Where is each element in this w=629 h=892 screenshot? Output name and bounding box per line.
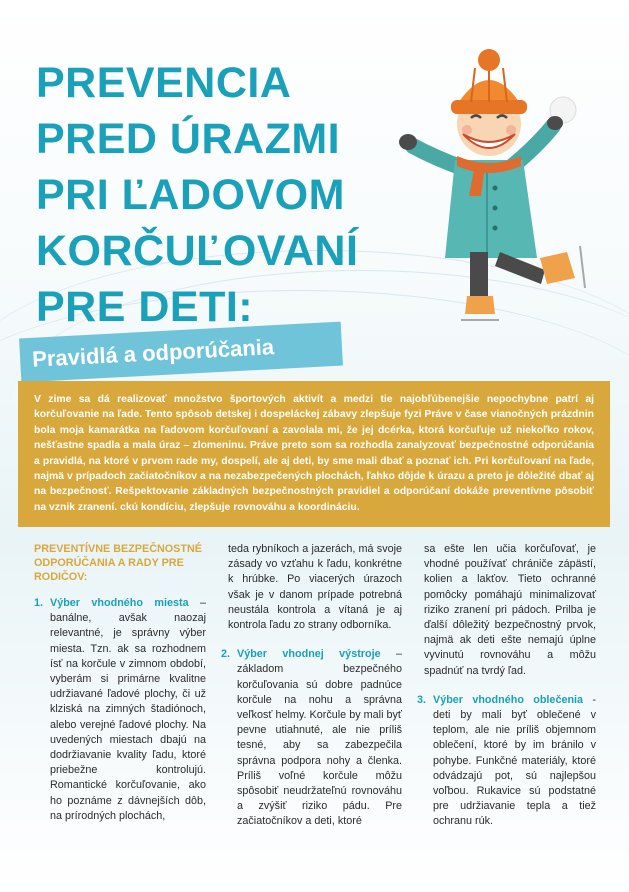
skate-boot (540, 252, 575, 284)
tip-number: 3. (417, 693, 427, 706)
tip-item (34, 596, 206, 824)
paragraph: teda rybníkoch a jazerách, má svoje zásady vo vzťahu k ľadu, konkrétne k hrúbke. Po viacerých úrazoch však je v danom prípade potrebná neustála kontrola a vítaná je aj kontrola ľadu zo strany odborníka. (228, 543, 402, 632)
tip-number: 2. (221, 648, 231, 661)
skating-child-illustration (375, 38, 605, 328)
tip-item (221, 647, 402, 829)
title-line: PREVENCIA (36, 59, 292, 107)
title-line: KORČUĽOVANÍ (36, 227, 359, 275)
mitten (399, 134, 417, 150)
tip-title: Výber vhodného miesta (50, 597, 189, 609)
tip-number: 1. (34, 597, 44, 609)
tip-title: Výber vhodného oblečenia (433, 693, 584, 706)
title-line: PRED ÚRAZMI (36, 115, 341, 163)
mitten (547, 116, 563, 130)
column-3 (417, 542, 596, 830)
tip-title: Výber vhodnej výstroje (237, 648, 381, 661)
tip-text: – základom bezpečného korčuľovania sú dobre padnúce korčule na nohu a správna veľkosť helmy. Korčule by mali byť pevne utiahnuté, ale nie príliš tesné, aby sa zabezpečila správna podpora nohy a členka. Príliš voľné korčule môžu spôsobiť neudržateľnú rovnováhu a zvýšiť riziko pádu. Pre začiatočníkov a deti, ktoré (237, 648, 402, 828)
tips-heading: PREVENTÍVNE BEZPEČNOSTNÉ ODPORÚČANIA A RADY PRE RODIČOV: (34, 543, 202, 583)
page-title (36, 55, 416, 335)
subtitle: Pravidlá a odporúčania (31, 334, 275, 372)
tip-item (417, 693, 596, 830)
leg (470, 252, 488, 300)
intro-text: V zime sa dá realizovať množstvo športových aktivít a medzi tie najobľúbenejšie nepochybne patrí aj korčuľovanie na ľade. Tento spôsob detskej i dospeláckej zábavy zlepšuje fyzi Práve v čase vianočných prázdnin bola moja kamarátka na ľadovom korčuľovaní a zavolala mi, že jej dcérka, ktorá korčuľuje už niekoľko rokov, nešťastne spadla a mala úraz – zlomeninu. Práve preto som sa rozhodla zanalyzovať bezpečnostné odporúčania a pravidlá, na ktoré v prvom rade my, dospelí, ale aj deti, by sme mali dbať a poznať ich. Pri korčuľovaní na ľade, najmä v prípadoch začiatočníkov a na nezabezpečených plochách, ľahko dôjde k úrazu a preto je dôležité dbať aj na bezpečnosť. Rešpektovanie základných bezpečnostných pravidiel a odporúčaní dokáže preventívne pôsobiť na vznik zranení. ckú kondíciu, zlepšuje rovnováhu a koordináciu. (34, 394, 594, 513)
column-1 (34, 542, 206, 824)
tip-text: - deti by mali byť oblečené v teplom, ale nie príliš objemnom oblečení, ktoré by im bránilo v pohybe. Funkčné materiály, ktoré odvádzajú pot, sú najlepšou voľbou. Rukavice sú podstatné pre udržiavanie tepla a tiež ochranu rúk. (433, 693, 596, 828)
title-line: PRE DETI: (36, 283, 254, 331)
skate-boot (465, 296, 495, 314)
intro-box (18, 381, 610, 527)
title-line: PRI ĽADOVOM (36, 171, 345, 219)
pompom (478, 49, 500, 71)
column-2 (221, 542, 402, 830)
coat (445, 160, 537, 258)
paragraph: sa ešte len učia korčuľovať, je vhodné používať chrániče zápästí, kolien a lakťov. Tieto ochranné pomôcky pomáhajú minimalizovať riziko zranení pri pádoch. Prilba je ďalší dôležitý bezpečnostný prvok, najmä ak deti ešte nemajú úplne vyvinutú rovnováhu a môžu spadnúť na tvrdý ľad. (424, 543, 596, 677)
tip-text: – banálne, avšak naozaj relevantné, je správny výber miesta. Tzn. ak sa rozhodnem ísť na korčule v zimnom období, vyberám si primárne kvalitne udržiavané ľadové plochy, či už klziská na zimných štadiónoch, alebo verejné ľadové plochy. Na uvedených miestach dbajú na dodržiavanie kvality ľadu, ktoré priebežne kontrolujú. Romantické korčuľovanie, ako ho poznáme z dávnejších dôb, na prírodných plochách, (50, 597, 206, 822)
